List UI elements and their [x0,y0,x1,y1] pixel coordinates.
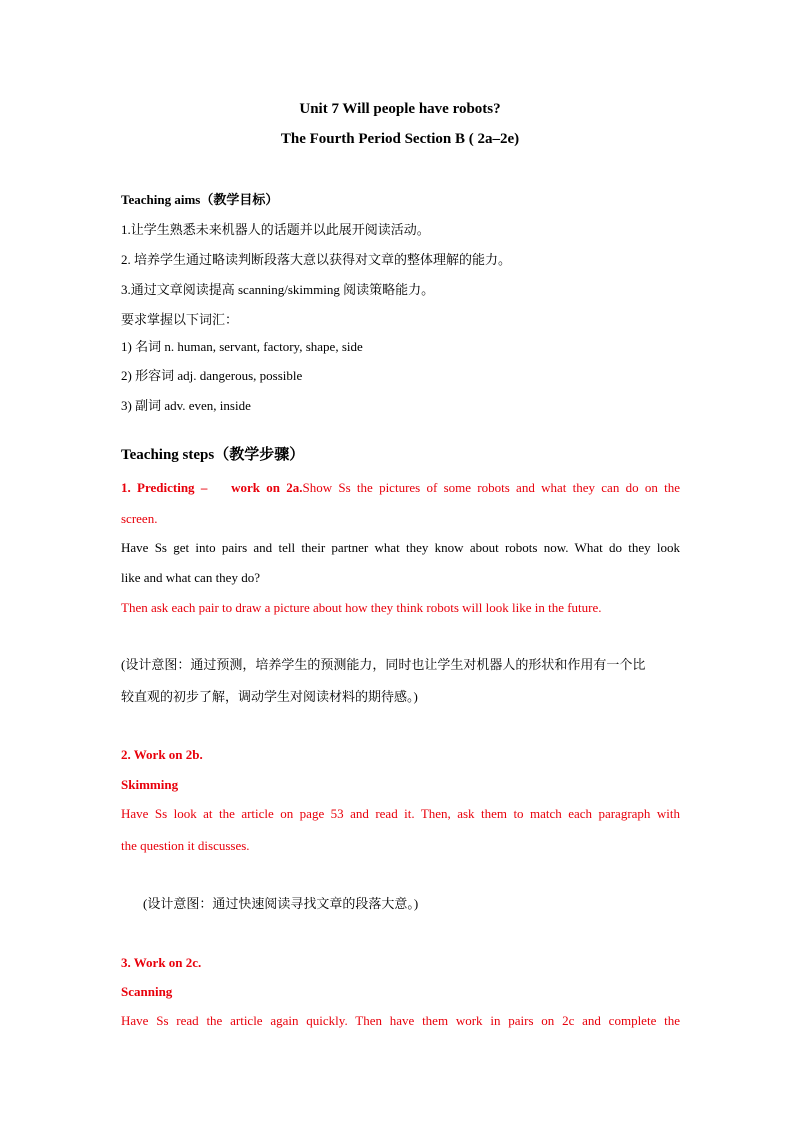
step2-note: (设计意图：通过快速阅读寻找文章的段落大意。) [143,896,419,911]
step1-draw-text: Then ask each pair to draw a picture about how they think robots will look like in the future. [121,600,602,615]
aims-heading: Teaching aims（教学目标） [121,192,279,207]
step1-pairs-text: Have Ss get into pairs and tell their partner what they know about robots now. What do they look [121,540,680,555]
document-title: Unit 7 Will people have robots? [299,101,501,117]
step1-text-cont: screen. [121,511,158,526]
vocab-adverbs: 3) 副词 adv. even, inside [121,398,251,413]
step2-subtitle: Skimming [121,777,179,792]
vocab-intro: 要求掌握以下词汇： [121,312,239,327]
steps-heading: Teaching steps（教学步骤） [121,447,305,463]
step1-note-line2: 较直观的初步了解，调动学生对阅读材料的期待感。) [121,689,418,704]
step1-note-line1: (设计意图：通过预测，培养学生的预测能力，同时也让学生对机器人的形状和作用有一个比 [121,657,646,672]
vocab-nouns: 1) 名词 n. human, servant, factory, shape, side [121,339,363,354]
step1-text: Show Ss the pictures of some robots and what they can do on the [302,480,680,495]
aim-item-2: 2. 培养学生通过略读判断段落大意以获得对文章的整体理解的能力。 [121,252,512,267]
step3-title: 3. Work on 2c. [121,955,202,970]
step1-pairs-text-cont: like and what can they do? [121,570,260,585]
step1-line1 [121,479,680,497]
step3-text-line1: Have Ss read the article again quickly. Then have them work in pairs on 2c and complete the [121,1013,680,1028]
step2-text-line2: the question it discusses. [121,838,250,853]
step1-task: work on 2a. [231,480,303,495]
aim-item-3: 3.通过文章阅读提高 scanning/skimming 阅读策略能力。 [121,282,435,297]
step2-title: 2. Work on 2b. [121,747,203,762]
document-subtitle: The Fourth Period Section B ( 2a–2e) [280,131,520,147]
step3-subtitle: Scanning [121,984,173,999]
step1-dash: – [200,480,208,495]
vocab-adjectives: 2) 形容词 adj. dangerous, possible [121,368,303,383]
aim-item-1: 1.让学生熟悉未来机器人的话题并以此展开阅读活动。 [121,222,430,237]
step1-title: 1. Predicting [121,480,195,495]
step2-text-line1: Have Ss look at the article on page 53 and read it. Then, ask them to match each paragraph with [121,806,680,821]
